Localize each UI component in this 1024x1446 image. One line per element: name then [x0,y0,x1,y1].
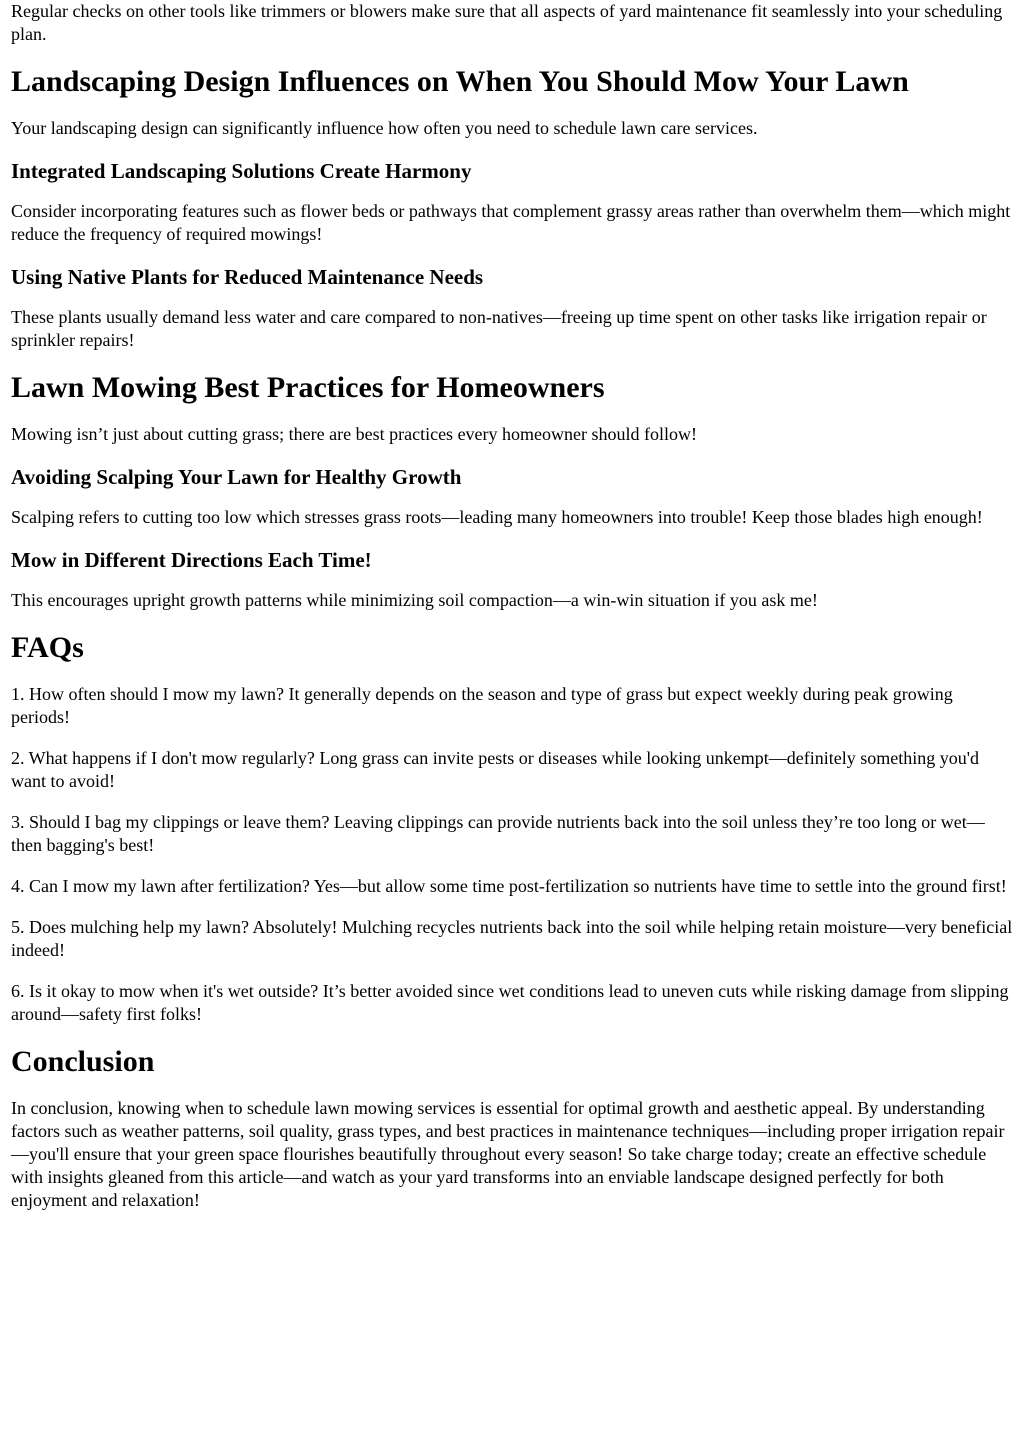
integrated-landscaping-heading: Integrated Landscaping Solutions Create Harmony [11,159,472,183]
intro-paragraph: Regular checks on other tools like trimmers or blowers make sure that all aspects of yard maintenance fit seamlessly into your scheduling plan. [11,1,1003,44]
faqs-heading: FAQs [11,631,84,664]
native-plants-heading: Using Native Plants for Reduced Maintenance Needs [11,265,484,289]
faq-item: 1. How often should I mow my lawn? It generally depends on the season and type of grass but expect weekly during peak growing periods! [11,684,953,727]
faq-item: 5. Does mulching help my lawn? Absolutely! Mulching recycles nutrients back into the soil while helping retain moisture—very beneficial indeed! [11,917,1013,960]
integrated-landscaping-paragraph: Consider incorporating features such as flower beds or pathways that complement grassy areas rather than overwhelm them—which might reduce the frequency of required mowings! [11,201,1011,244]
best-practices-paragraph: Mowing isn’t just about cutting grass; there are best practices every homeowner should follow! [11,424,698,444]
native-plants-paragraph: These plants usually demand less water and care compared to non-natives—freeing up time spent on other tasks like irrigation repair or sprinkler repairs! [11,307,987,350]
landscaping-heading: Landscaping Design Influences on When You Should Mow Your Lawn [11,65,909,98]
conclusion-paragraph: In conclusion, knowing when to schedule lawn mowing services is essential for optimal growth and aesthetic appeal. By understanding factors such as weather patterns, soil quality, grass types, and best practices in maintenance techniques—including proper irrigation repair—you'll ensure that your green space flourishes beautifully throughout every season! So take charge today; create an effective schedule with insights gleaned from this article—and watch as your yard transforms into an enviable landscape designed perfectly for both enjoyment and relaxation! [11,1098,1005,1210]
mow-directions-heading: Mow in Different Directions Each Time! [11,548,372,572]
faq-item: 4. Can I mow my lawn after fertilization? Yes—but allow some time post-fertilization so nutrients have time to settle into the ground first! [11,876,1007,896]
faq-item: 6. Is it okay to mow when it's wet outside? It’s better avoided since wet conditions lead to uneven cuts while risking damage from slipping around—safety first folks! [11,981,1009,1024]
faq-item: 2. What happens if I don't mow regularly? Long grass can invite pests or diseases while looking unkempt—definitely something you'd want to avoid! [11,748,979,791]
landscaping-paragraph: Your landscaping design can significantly influence how often you need to schedule lawn care services. [11,118,758,138]
faq-item: 3. Should I bag my clippings or leave them? Leaving clippings can provide nutrients back into the soil unless they’re too long or wet—then bagging's best! [11,812,985,855]
mow-directions-paragraph: This encourages upright growth patterns while minimizing soil compaction—a win-win situation if you ask me! [11,590,818,610]
conclusion-heading: Conclusion [11,1045,155,1078]
best-practices-heading: Lawn Mowing Best Practices for Homeowners [11,371,605,404]
avoid-scalping-paragraph: Scalping refers to cutting too low which stresses grass roots—leading many homeowners into trouble! Keep those blades high enough! [11,507,983,527]
avoid-scalping-heading: Avoiding Scalping Your Lawn for Healthy Growth [11,465,462,489]
